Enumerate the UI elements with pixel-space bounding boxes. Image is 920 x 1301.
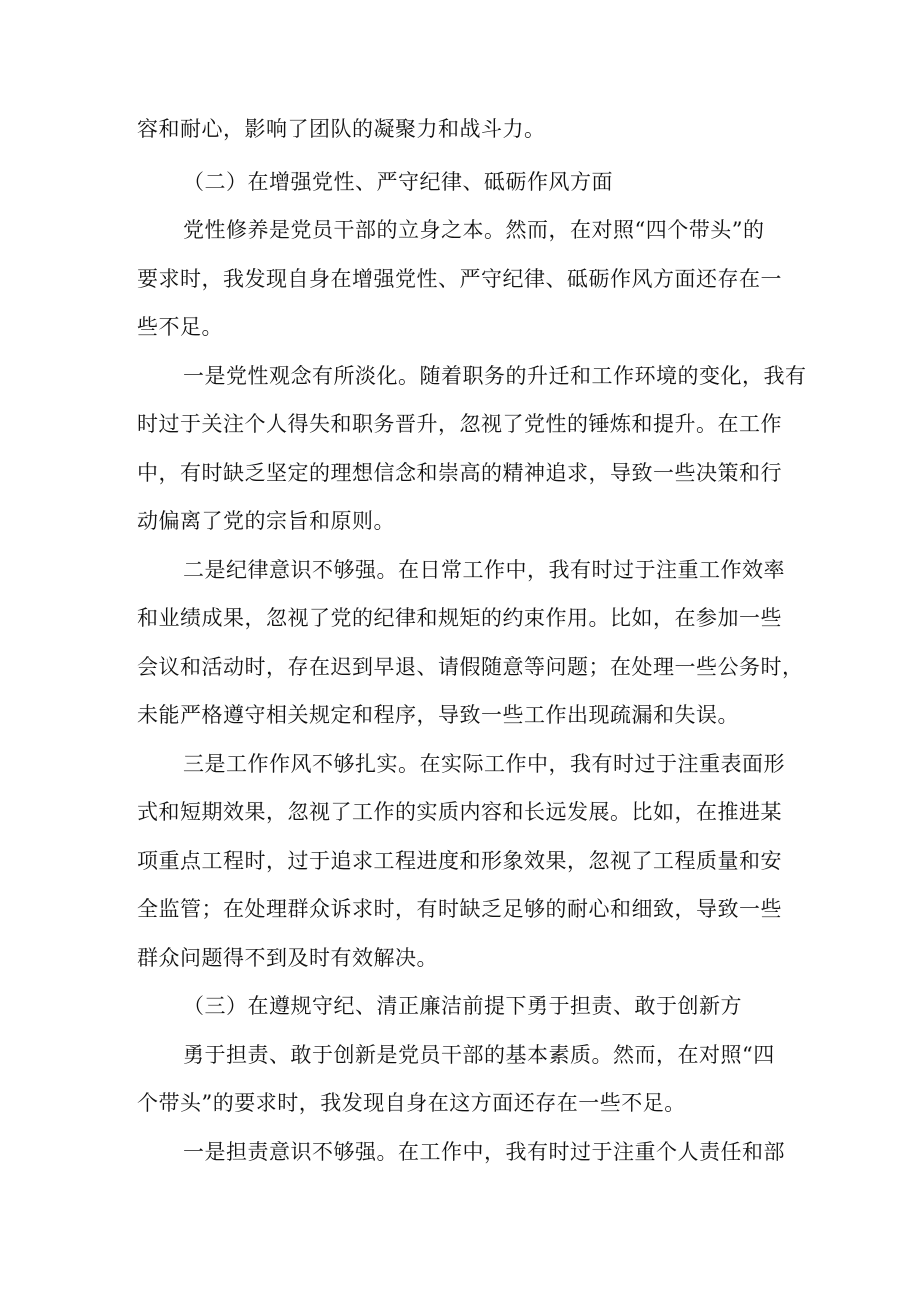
text-line: 一是党性观念有所淡化。随着职务的升迁和工作环境的变化，我有 [183, 364, 807, 388]
text-line: 时过于关注个人得失和职务晋升，忽视了党性的锤炼和提升。在工作 [137, 412, 782, 436]
text-line: 动偏离了党的宗旨和原则。 [137, 509, 395, 533]
text-line: 会议和活动时，存在迟到早退、请假随意等问题；在处理一些公务时， [137, 655, 804, 679]
text-line: 党性修养是党员干部的立身之本。然而，在对照“四个带头”的 [183, 218, 765, 242]
text-line: 勇于担责、敢于创新是党员干部的基本素质。然而，在对照“四 [183, 1043, 775, 1067]
text-line: 群众问题得不到及时有效解决。 [137, 946, 438, 970]
text-line: 全监管；在处理群众诉求时，有时缺乏足够的耐心和细致，导致一些 [137, 897, 782, 921]
text-line: 中，有时缺乏坚定的理想信念和崇高的精神追求，导致一些决策和行 [137, 461, 782, 485]
text-line: 未能严格遵守相关规定和程序，导致一些工作出现疏漏和失误。 [137, 703, 739, 727]
text-line: 三是工作作风不够扎实。在实际工作中，我有时过于注重表面形 [183, 752, 785, 776]
text-line: 二是纪律意识不够强。在日常工作中，我有时过于注重工作效率 [183, 558, 785, 582]
section-heading: （三）在遵规守纪、清正廉洁前提下勇于担责、敢于创新方 [183, 994, 742, 1018]
section-heading: （二）在增强党性、严守纪律、砥砺作风方面 [183, 170, 613, 194]
text-line: 些不足。 [137, 315, 223, 339]
text-line: 和业绩成果，忽视了党的纪律和规矩的约束作用。比如，在参加一些 [137, 606, 782, 630]
text-line: 式和短期效果，忽视了工作的实质内容和长远发展。比如，在推进某 [137, 800, 782, 824]
text-line: 个带头”的要求时，我发现自身在这方面还存在一些不足。 [137, 1091, 686, 1115]
text-line: 要求时，我发现自身在增强党性、严守纪律、砥砺作风方面还存在一 [137, 267, 782, 291]
text-line: 项重点工程时，过于追求工程进度和形象效果，忽视了工程质量和安 [137, 849, 782, 873]
text-line: 容和耐心，影响了团队的凝聚力和战斗力。 [137, 117, 546, 141]
text-line: 一是担责意识不够强。在工作中，我有时过于注重个人责任和部 [183, 1140, 785, 1164]
